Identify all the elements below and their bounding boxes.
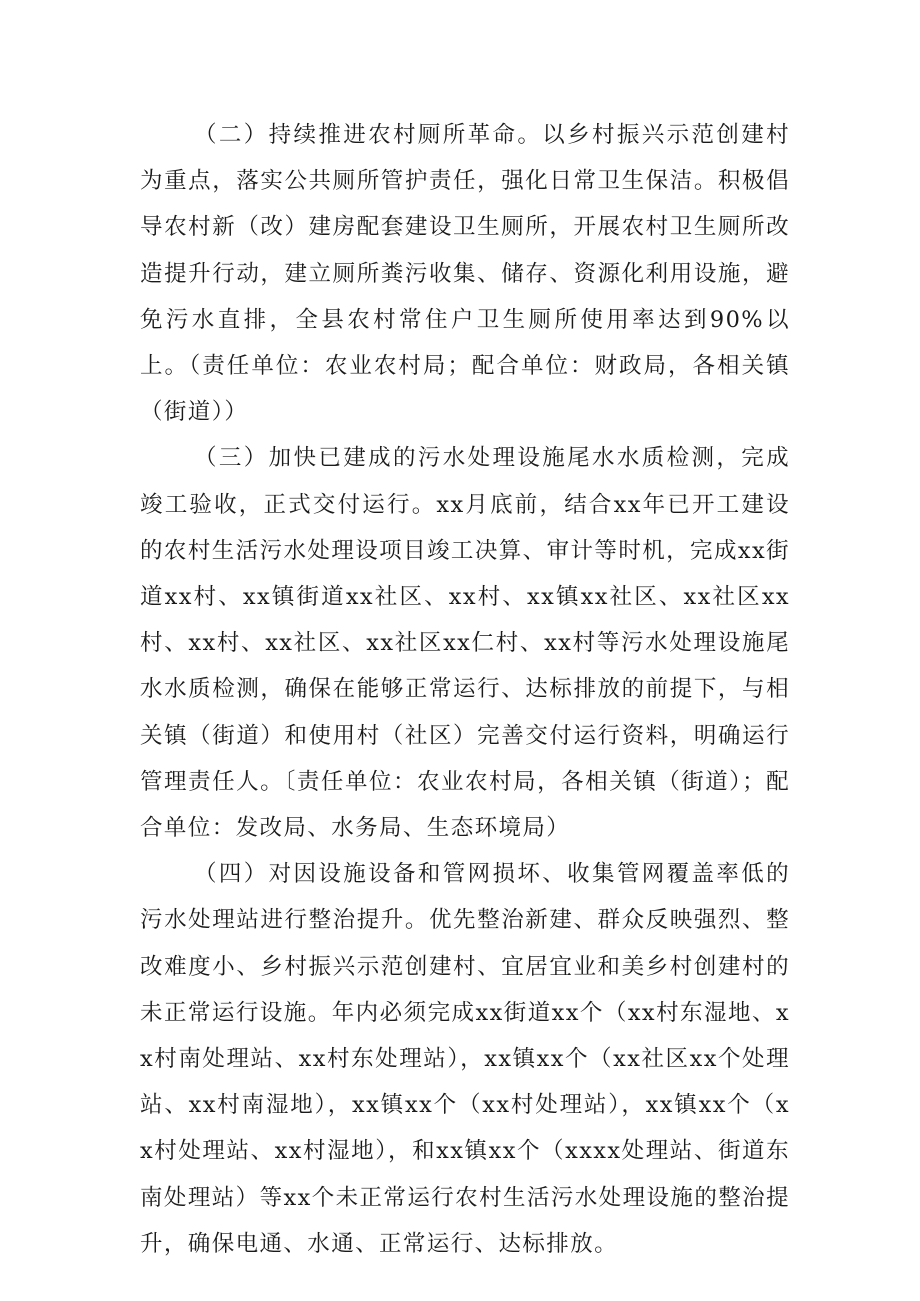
paragraph-water-quality-testing: （三）加快已建成的污水处理设施尾水水质检测，完成竣工验收，正式交付运行。xx月底前，结合xx年已开工建设的农村生活污水处理设项目竣工决算、审计等时机，完成xx街道xx村、xx镇街道xx社区、xx村、xx镇xx社区、xx社区xx村、xx村、xx社区、xx社区xx仁村、xx村等污水处理设施尾水水质检测，确保在能够正常运行、达标排放的前提下，与相关镇（街道）和使用村（社区）完善交付运行资料，明确运行管理责任人。〔责任单位：农业农村局，各相关镇（街道）；配合单位：发改局、水务局、生态环境局） [140, 445, 790, 842]
paragraph-station-renovation: （四）对因设施设备和管网损坏、收集管网覆盖率低的污水处理站进行整治提升。优先整治新建、群众反映强烈、整改难度小、乡村振兴示范创建村、宜居宜业和美乡村创建村的未正常运行设施。年内必须完成xx街道xx个（xx村东湿地、xx村南处理站、xx村东处理站），xx镇xx个（xx社区xx个处理站、xx村南湿地），xx镇xx个（xx村处理站），xx镇xx个（xx村处理站、xx村湿地），和xx镇xx个（xxxx处理站、街道东南处理站）等xx个未正常运行农村生活污水处理设施的整治提升，确保电通、水通、正常运行、达标排放。 [140, 861, 790, 1257]
paragraph-toilet-revolution: （二）持续推进农村厕所革命。以乡村振兴示范创建村为重点，落实公共厕所管护责任，强化日常卫生保洁。积极倡导农村新（改）建房配套建设卫生厕所，开展农村卫生厕所改造提升行动，建立厕所粪污收集、储存、资源化利用设施，避免污水直排，全县农村常住户卫生厕所使用率达到90%以上。（责任单位：农业农村局；配合单位：财政局，各相关镇（街道）） [140, 122, 790, 426]
